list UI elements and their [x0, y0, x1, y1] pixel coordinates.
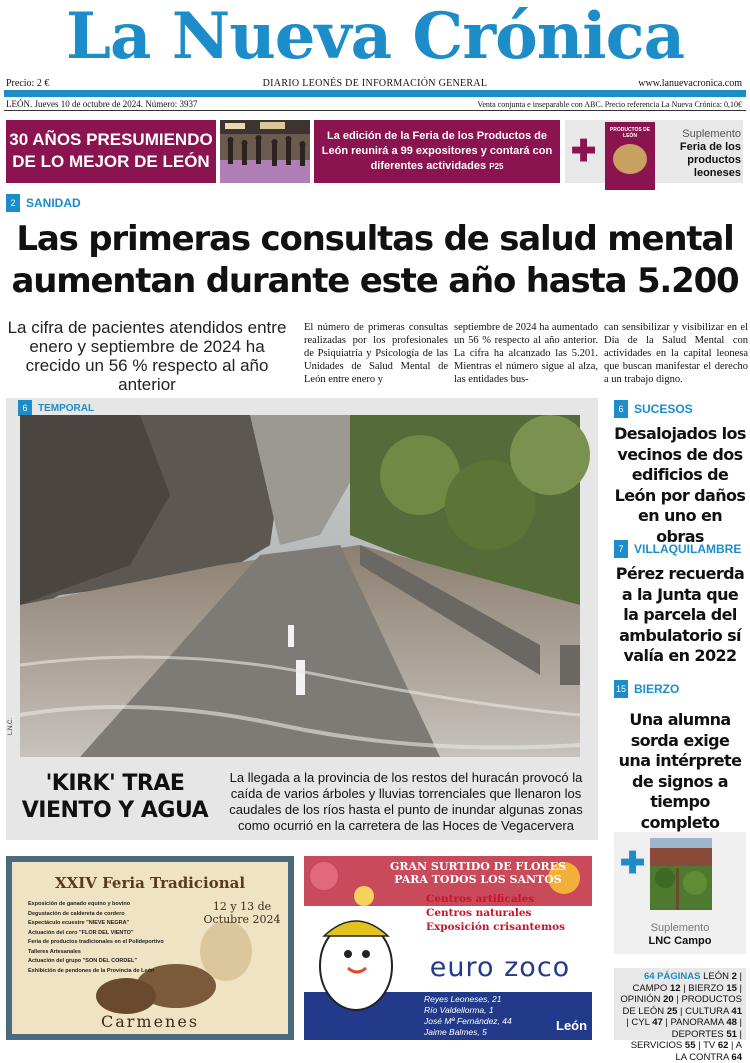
- ad-feria-item: Exposición de ganado equino y bovino: [28, 901, 131, 907]
- ad-zoco-brand: euro zoco: [429, 952, 571, 983]
- section-tag-temporal[interactable]: [18, 400, 94, 416]
- ad-feria-town: Carmenes: [100, 1012, 200, 1031]
- index-entry[interactable]: LEÓN 2: [703, 971, 737, 982]
- page-index: 64 PÁGINAS LEÓN 2 | CAMPO 12 | BIERZO 15 | OPINIÓN 20 | PRODUCTOS DE LEÓN 25 | CULTURA 41 | CYL 47 | PANORAMA 48 | DEPORTES 51 | SERVICIOS 55 | TV 62 | A LA CONTRA 64: [614, 968, 746, 1040]
- flooded-road-photo[interactable]: [20, 415, 580, 757]
- index-entry[interactable]: SERVICIOS 55: [630, 1040, 696, 1051]
- ad-feria-item: Exhibición de pendones de la Provincia de León: [28, 967, 155, 974]
- ad-feria-item: Feria de productos tradicionales en el Polideportivo: [28, 939, 164, 945]
- section-label: BIERZO: [634, 682, 680, 696]
- ad-feria-tradicional[interactable]: [6, 856, 294, 1040]
- ad-feria-list: [28, 900, 178, 976]
- ad-feria-title: XXIV Feria Tradicional: [54, 874, 246, 892]
- ad-zoco-items: [426, 892, 586, 934]
- page-number: 2: [6, 194, 20, 212]
- supplement-title: Feria de los productos leoneses: [679, 141, 741, 179]
- index-pages: 64 PÁGINAS: [643, 971, 701, 982]
- section-label: SUCESOS: [634, 402, 693, 416]
- supplement-text: [661, 128, 741, 180]
- lead-subhead: La cifra de pacientes atendidos entre enero y septiembre de 2024 ha crecido un 56 % respecto al año anterior: [7, 318, 287, 394]
- feria-promo-text: La edición de la Feria de los Productos de León reunirá a 99 expositores y contará con diferentes actividades: [321, 130, 553, 172]
- section-tag-sucesos[interactable]: [614, 400, 693, 418]
- ad-zoco-headline-1: GRAN SURTIDO DE FLORES: [389, 860, 567, 873]
- price: Precio: 2 €: [6, 78, 50, 89]
- index-entry[interactable]: CYL 47: [631, 1017, 663, 1028]
- section-label: VILLAQUILAMBRE: [634, 542, 742, 556]
- temporal-text: La llegada a la provincia de los restos del huracán provocó la caída de varios árboles y lluvias torrenciales que llenaron los caudales de los ríos hasta el punto de inundar algunas zonas como ocurrió en la carretera de las Hoces de Vegacervera: [229, 770, 583, 833]
- index-entry[interactable]: OPINIÓN 20: [620, 994, 674, 1005]
- divider: [4, 110, 746, 111]
- section-label: SANIDAD: [26, 196, 81, 210]
- ad-feria-dates: 12 y 13 de Octubre 2024: [203, 900, 281, 926]
- ad-zoco-address: Río Valdellorma, 1: [424, 1005, 494, 1015]
- ad-zoco-city: León: [556, 1018, 588, 1033]
- newspaper-title[interactable]: La Nueva Crónica: [65, 0, 685, 74]
- temporal-headline[interactable]: 'KIRK' TRAE VIENTO Y AGUA: [21, 771, 209, 823]
- lnc-campo-photo: [650, 838, 712, 910]
- section-tag-sanidad[interactable]: [6, 194, 81, 212]
- supplement-label: Suplemento: [682, 128, 741, 140]
- ad-zoco-item: Centros artificales: [426, 893, 535, 905]
- flood-photo-icon: [20, 415, 580, 757]
- ad-feria-item: Espectáculo ecuestre "NIEVE NEGRA": [28, 920, 130, 926]
- index-entry[interactable]: DEPORTES 51: [671, 1028, 737, 1040]
- lead-column-2: septiembre de 2024 ha aumentado un 56 % respecto al año anterior. La cifra ha alcanzado las 5.201. Mientras el número sigue al alza, las entidades bus-: [454, 322, 598, 385]
- sale-note: Venta conjunta e inseparable con ABC. Precio referencia La Nueva Crónica: 0,10€: [477, 100, 742, 109]
- section-tag-villaquilambre[interactable]: [614, 540, 741, 558]
- website-link[interactable]: www.lanuevacronica.com: [638, 78, 742, 89]
- ad-zoco-addresses: [424, 994, 564, 1038]
- anniversary-text: 30 AÑOS PRESUMIENDO DE LO MEJOR DE LEÓN: [9, 130, 213, 171]
- ad-euro-zoco[interactable]: [304, 856, 592, 1040]
- ad-zoco-item: Centros naturales: [426, 907, 532, 919]
- feria-promo-page: P25: [489, 162, 504, 171]
- page-number: 6: [18, 400, 32, 416]
- supplement-cover: [605, 122, 655, 190]
- garden-photo-icon: [650, 838, 712, 910]
- products-image-icon: [613, 144, 647, 174]
- sidebar-headline-villaquilambre[interactable]: Pérez recuerda a la Junta que la parcela del ambulatorio sí valía en 2022: [615, 564, 745, 665]
- date-line: LEÓN. Jueves 10 de octubre de 2024. Número: 3937: [6, 99, 198, 109]
- index-entry[interactable]: TV 62: [703, 1040, 729, 1051]
- index-entry[interactable]: BIERZO 15: [688, 982, 737, 994]
- ad-zoco-address: Jaime Balmes, 5: [424, 1027, 487, 1037]
- plus-icon: ✚: [620, 847, 646, 880]
- page-number: 7: [614, 540, 628, 558]
- ad-zoco-headline: [364, 860, 592, 886]
- section-label: TEMPORAL: [38, 402, 95, 414]
- ad-zoco-headline-2: PARA TODOS LOS SANTOS: [394, 873, 562, 886]
- index-entry[interactable]: A LA CONTRA 64: [675, 1040, 742, 1063]
- index-entry[interactable]: PANORAMA 48: [670, 1017, 737, 1028]
- ad-zoco-address: Reyes Leoneses, 21: [424, 994, 502, 1004]
- masthead-rule: [4, 90, 746, 97]
- ad-feria-item: Actuación del grupo "SON DEL CORDEL": [28, 958, 138, 964]
- index-entry[interactable]: CULTURA 41: [685, 1005, 742, 1017]
- supplement-promo[interactable]: [565, 120, 743, 183]
- ad-feria-item: Degustación de caldereta de cordero: [28, 910, 125, 917]
- index-entry[interactable]: CAMPO 12: [632, 982, 681, 994]
- page-number: 15: [614, 680, 628, 698]
- supplement-cover-title: PRODUCTOS DE LEÓN: [609, 127, 651, 139]
- feria-photo[interactable]: [220, 120, 310, 183]
- masthead: [0, 0, 750, 76]
- ad-feria-item: Talleres Artesanales: [28, 948, 81, 955]
- feria-promo[interactable]: [314, 120, 560, 183]
- anniversary-promo[interactable]: [6, 120, 216, 183]
- lead-column-3: can sensibilizar y visibilizar en el Día de la Salud Mental con actividades en la capital leonesa que buscan manifestar el derecho a un trabajo digno.: [604, 322, 748, 385]
- index-entry[interactable]: PRODUCTOS DE LEÓN 25: [622, 994, 742, 1017]
- lnc-campo-title: LNC Campo: [648, 935, 712, 947]
- lnc-campo-label: Suplemento: [650, 922, 710, 934]
- ad-zoco-address: José Mª Fernández, 44: [424, 1016, 512, 1026]
- lead-column-1: El número de primeras consultas realizadas por los profesionales de Psiquiatría y Psicología de las Unidades de Salud Mental de León entre enero y: [304, 322, 448, 385]
- ad-feria-item: Actuación del coro "FLOR DEL VIENTO": [28, 929, 134, 936]
- ad-zoco-item: Exposición crisantemos: [426, 921, 566, 933]
- lead-headline[interactable]: Las primeras consultas de salud mental aumentan durante este año hasta 5.200: [11, 219, 739, 301]
- page-number: 6: [614, 400, 628, 418]
- tagline: DIARIO LEONÉS DE INFORMACIÓN GENERAL: [262, 78, 488, 89]
- sidebar-headline-sucesos[interactable]: Desalojados los vecinos de dos edificios de León por daños en uno en obras: [614, 424, 746, 546]
- lnc-campo-promo[interactable]: [614, 832, 746, 954]
- sidebar-headline-bierzo[interactable]: Una alumna sorda exige una intérprete de signos a tiempo completo: [618, 710, 742, 832]
- section-tag-bierzo[interactable]: [614, 680, 679, 698]
- crowd-photo-icon: [220, 120, 310, 183]
- photo-credit: L.N.C.: [8, 717, 14, 735]
- plus-icon: ✚: [571, 135, 597, 168]
